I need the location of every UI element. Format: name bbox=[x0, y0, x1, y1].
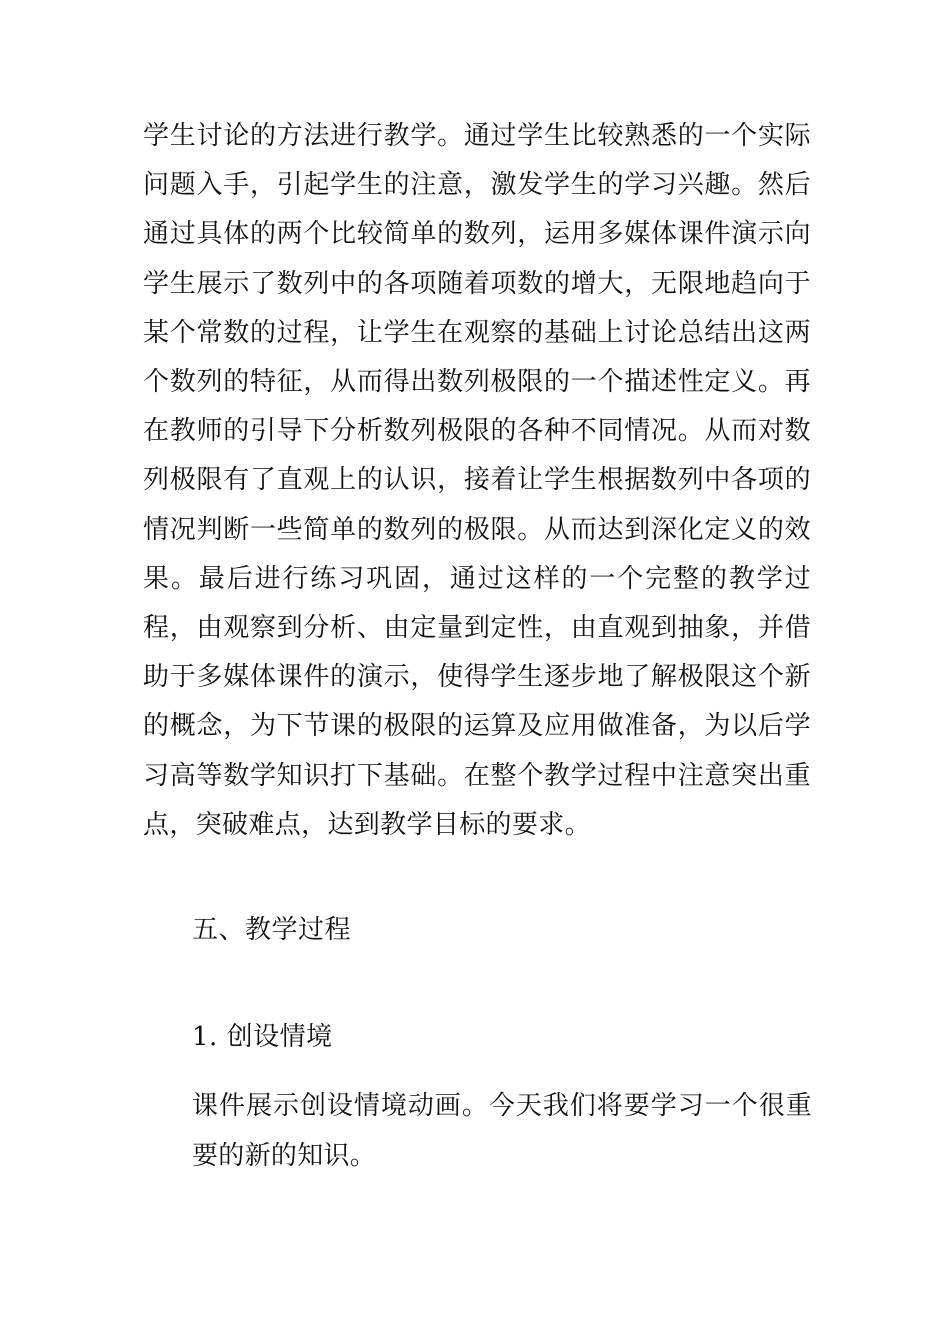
body-paragraph-courseware-intro: 课件展示创设情境动画。今天我们将要学习一个很重要的新的知识。 bbox=[192, 1091, 812, 1171]
subsection-heading-create-situation: 1. 创设情境 bbox=[192, 1022, 333, 1052]
section-heading-teaching-process: 五、教学过程 bbox=[192, 915, 352, 945]
body-paragraph-teaching-method: 学生讨论的方法进行教学。通过学生比较熟悉的一个实际问题入手，引起学生的注意，激发学生的学习兴趣。然后通过具体的两个比较简单的数列，运用多媒体课件演示向学生展示了数列中的各项随着项数的增大，无限地趋向于某个常数的过程，让学生在观察的基础上讨论总结出这两个数列的特征，从而得出数列极限的一个描述性定义。再在教师的引导下分析数列极限的各种不同情况。从而对数列极限有了直观上的认识，接着让学生根据数列中各项的情况判断一些简单的数列的极限。从而达到深化定义的效果。最后进行练习巩固，通过这样的一个完整的教学过程，由观察到分析、由定量到定性，由直观到抽象，并借助于多媒体课件的演示，使得学生逐步地了解极限这个新的概念，为下节课的极限的运算及应用做准备，为以后学习高等数学知识打下基础。在整个教学过程中注意突出重点，突破难点，达到教学目标的要求。 bbox=[143, 121, 811, 840]
